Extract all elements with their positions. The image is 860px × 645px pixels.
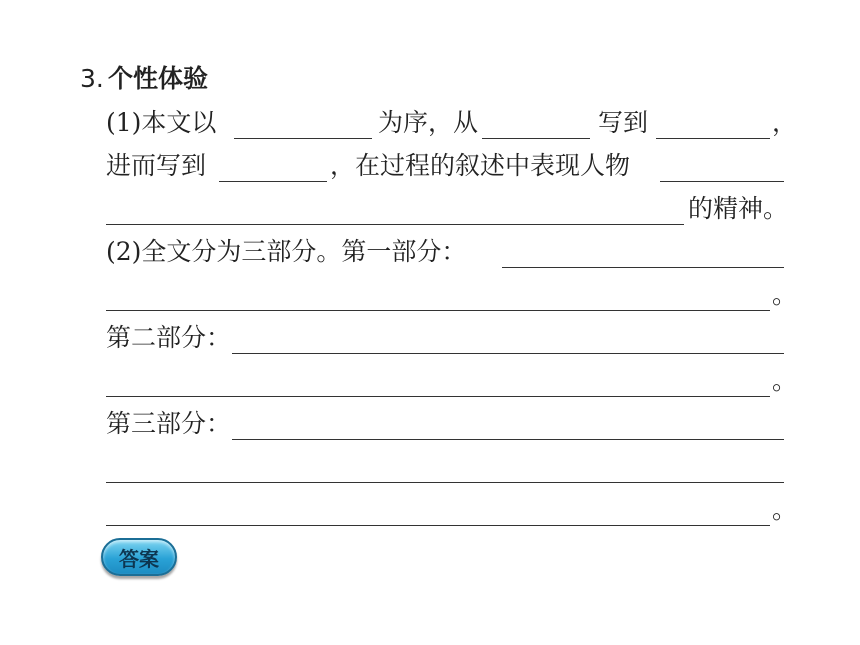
q2-part1-end: 。 xyxy=(772,280,798,309)
q2-line-2 xyxy=(0,280,860,314)
q2-line-4 xyxy=(0,366,860,400)
section-heading xyxy=(0,64,860,98)
answer-button[interactable] xyxy=(101,538,177,576)
q2-line-5 xyxy=(0,409,860,443)
q1-blank-4[interactable] xyxy=(219,181,327,182)
answer-button-label: 答案 xyxy=(119,546,159,571)
q2-part2-blank-2[interactable] xyxy=(106,396,770,397)
q2-text-a: (2)全文分为三部分。第一部分： xyxy=(106,237,467,266)
q1-line-1 xyxy=(0,108,860,142)
q2-part3-blank-2[interactable] xyxy=(106,482,784,483)
q2-part3-label: 第三部分： xyxy=(106,409,232,438)
q2-part2-blank-1[interactable] xyxy=(232,353,784,354)
q1-text-b: 为序，从 xyxy=(378,108,479,137)
q2-part3-blank-3[interactable] xyxy=(106,525,770,526)
q2-line-6 xyxy=(0,452,860,486)
q1-blank-3[interactable] xyxy=(656,138,770,139)
q1-blank-5[interactable] xyxy=(660,181,784,182)
section-number: 3. xyxy=(80,64,104,93)
q1-line-3 xyxy=(0,194,860,228)
q1-text-d: ， xyxy=(772,108,798,137)
q1-text-g: 的精神。 xyxy=(688,194,789,223)
q1-text-c: 写到 xyxy=(598,108,649,137)
q2-part1-blank-1[interactable] xyxy=(502,267,784,268)
q2-part2-end: 。 xyxy=(772,366,798,395)
q1-blank-2[interactable] xyxy=(482,138,590,139)
q1-text-a: (1)本文以 xyxy=(106,108,217,137)
q2-part1-blank-2[interactable] xyxy=(106,310,770,311)
q2-line-7 xyxy=(0,495,860,529)
q2-part2-label: 第二部分： xyxy=(106,323,232,352)
q1-text-e: 进而写到 xyxy=(106,151,207,180)
section-title: 个性体验 xyxy=(108,64,209,93)
q2-part3-blank-1[interactable] xyxy=(232,439,784,440)
q2-line-3 xyxy=(0,323,860,357)
q1-text-f: ，在过程的叙述中表现人物 xyxy=(330,151,631,180)
q1-line-2 xyxy=(0,151,860,185)
q1-blank-6[interactable] xyxy=(106,224,684,225)
q2-line-1 xyxy=(0,237,860,271)
q1-blank-1[interactable] xyxy=(234,138,372,139)
q2-part3-end: 。 xyxy=(772,495,798,524)
